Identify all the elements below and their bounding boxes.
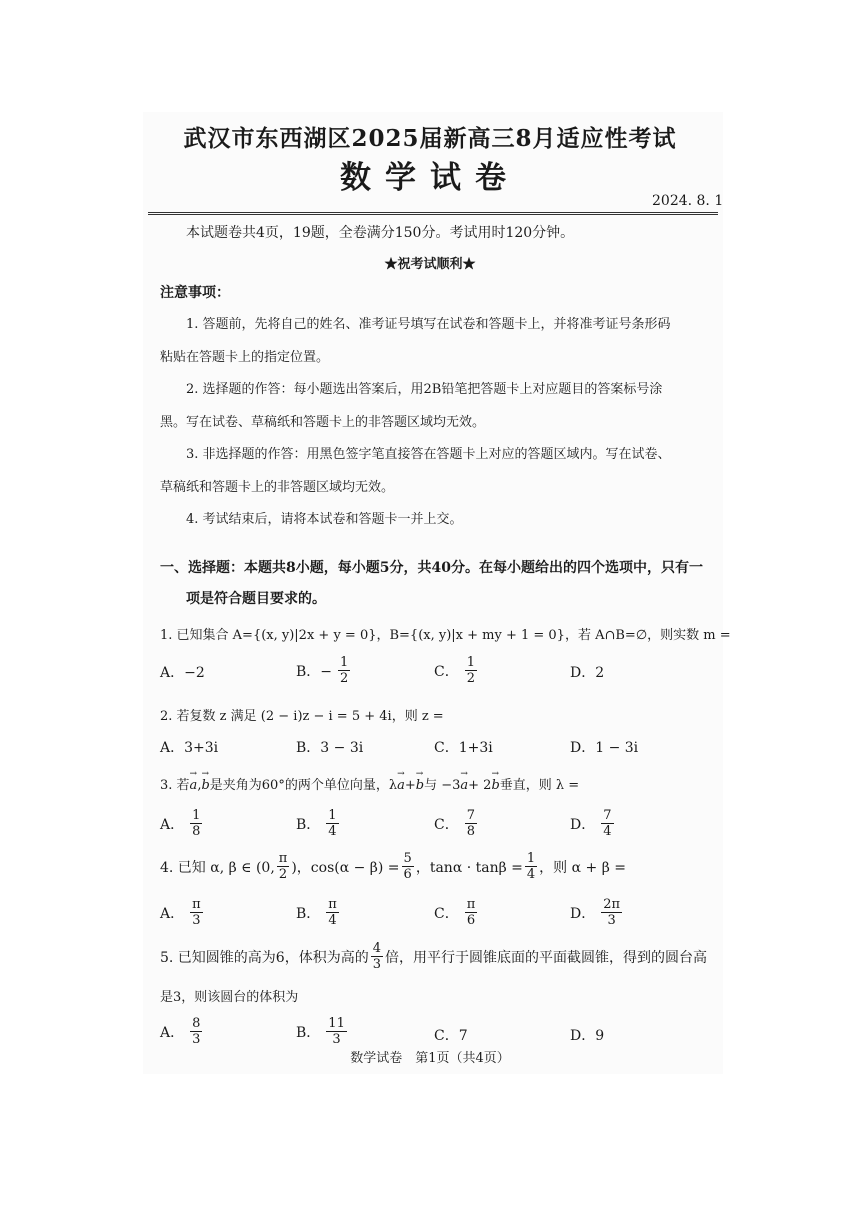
question-1-stem: 1. 已知集合 A={(x, y)|2x + y = 0}，B={(x, y)|x + my + 1 = 0}，若 A∩B=∅，则实数 m = <box>160 628 731 643</box>
q4-option-a <box>160 898 203 927</box>
q3-stem-mid2: 与 −3 <box>424 778 461 793</box>
q5-stem-end: 倍，用平行于圆锥底面的平面截圆锥，得到的圆台高 <box>385 949 707 966</box>
fraction-numerator: 4 <box>372 941 381 956</box>
q3-option-b <box>296 809 339 838</box>
exam-title: 武汉市东西湖区2025届新高三8月适应性考试 <box>183 125 677 152</box>
q4-option-c-fraction <box>465 898 478 927</box>
vector-a: → a <box>190 778 198 793</box>
exam-date: 2024. 8. 1 <box>652 193 724 209</box>
q3-comma: , <box>197 778 202 793</box>
q2-option-c <box>434 737 493 757</box>
q5-fraction <box>371 942 383 971</box>
q4-option-c <box>434 898 477 927</box>
q2-option-b <box>296 737 363 757</box>
fraction-denominator: 4 <box>526 867 536 882</box>
q2-option-b-text: B．3 − 3i <box>296 740 364 756</box>
fraction-denominator: 3 <box>192 913 201 928</box>
question-5-stem <box>160 942 707 971</box>
exam-subject-title: 数学试卷 <box>340 160 520 196</box>
q4-pi-half-fraction <box>277 852 290 881</box>
notice-heading: 注意事项： <box>160 285 230 301</box>
fraction-denominator: 6 <box>403 867 412 882</box>
q5-option-b-label: B． <box>296 1024 321 1041</box>
q3-option-a-label: A． <box>160 816 185 833</box>
fraction-numerator: 2π <box>603 897 621 912</box>
q5-option-a <box>160 1017 202 1046</box>
q5-option-d-text: D．9 <box>570 1028 605 1044</box>
fraction-denominator: 6 <box>466 913 476 928</box>
fraction-denominator: 3 <box>372 957 381 972</box>
q4-option-d-fraction <box>601 898 622 927</box>
fraction-denominator: 4 <box>603 824 612 839</box>
fraction-numerator: 11 <box>328 1016 345 1031</box>
vector-a: → a <box>460 778 468 793</box>
fraction-denominator: 3 <box>332 1032 341 1047</box>
q3-option-d <box>570 809 614 838</box>
q1-option-d <box>570 662 604 682</box>
q1-option-c-fraction <box>465 656 477 685</box>
section-1-heading-cont: 项是符合题目要求的。 <box>186 591 326 607</box>
notice-3-line1: 3. 非选择题的作答：用黑色签字笔直接答在答题卡上对应的答题区域内。写在试卷、 <box>186 447 671 462</box>
q3-stem-end: 垂直，则 λ = <box>499 778 580 793</box>
q5-option-c <box>434 1025 468 1045</box>
fraction-denominator: 2 <box>466 671 475 686</box>
good-luck-banner: ★祝考试顺利★ <box>384 257 476 272</box>
q1-option-a-text: A．−2 <box>160 665 205 681</box>
q4-option-a-label: A． <box>160 905 185 922</box>
fraction-denominator: 8 <box>466 824 475 839</box>
fraction-numerator: 1 <box>192 808 201 823</box>
q5-option-b-fraction <box>326 1017 347 1046</box>
notice-2-line2: 黑。写在试卷、草稿纸和答题卡上的非答题区域均无效。 <box>160 415 486 430</box>
fraction-numerator: 8 <box>192 1016 201 1031</box>
q4-option-c-label: C． <box>434 905 459 922</box>
fraction-denominator: 2 <box>278 867 288 882</box>
q3-option-a-fraction <box>190 809 202 838</box>
q4-option-b-fraction <box>326 898 339 927</box>
header-divider <box>148 212 718 215</box>
q2-option-c-text: C．1+3i <box>434 740 493 756</box>
vector-b: → b <box>201 778 209 793</box>
exam-summary: 本试题卷共4页，19题，全卷满分150分。考试用时120分钟。 <box>186 225 575 241</box>
notice-2-line1: 2. 选择题的作答：每小题选出答案后，用2B铅笔把答题卡上对应题目的答案标号涂 <box>186 382 663 397</box>
q5-option-d <box>570 1025 604 1045</box>
fraction-numerator: 7 <box>466 808 475 823</box>
fraction-numerator: 7 <box>603 808 612 823</box>
q4-stem-end: ，则 α + β = <box>539 859 626 876</box>
q3-stem-pre: 3. 若 <box>160 778 190 793</box>
q2-option-a <box>160 737 218 757</box>
question-4-stem <box>160 852 626 881</box>
q3-stem-mid: 是夹角为60°的两个单位向量，λ <box>209 778 398 793</box>
q3-option-d-label: D． <box>570 816 596 833</box>
q1-option-b-label: B．− <box>296 663 333 680</box>
q1-option-c-label: C． <box>434 663 459 680</box>
q2-option-a-text: A．3+3i <box>160 740 219 756</box>
fraction-numerator: π <box>278 851 288 866</box>
vector-b: → b <box>416 778 424 793</box>
fraction-numerator: π <box>328 897 337 912</box>
fraction-denominator: 8 <box>192 824 201 839</box>
fraction-denominator: 4 <box>328 913 337 928</box>
notice-1-line1: 1. 答题前，先将自己的姓名、准考证号填写在试卷和答题卡上，并将准考证号条形码 <box>186 317 671 332</box>
notice-3-line2: 草稿纸和答题卡上的非答题区域均无效。 <box>160 480 395 495</box>
q1-option-d-text: D．2 <box>570 665 605 681</box>
fraction-denominator: 4 <box>328 824 337 839</box>
page-footer: 数学试卷 第1页（共4页） <box>350 1051 510 1066</box>
fraction-numerator: 1 <box>340 655 349 670</box>
q1-option-b-fraction <box>338 656 350 685</box>
q2-option-d-text: D．1 − 3i <box>570 740 639 756</box>
q4-stem-mid2: ，tanα · tanβ = <box>415 859 523 876</box>
vector-a: → a <box>397 778 405 793</box>
fraction-numerator: π <box>192 897 201 912</box>
q4-tan-fraction <box>525 852 537 881</box>
q3-option-a <box>160 809 202 838</box>
q3-plus: + <box>404 778 416 793</box>
q1-option-a <box>160 662 205 682</box>
q5-stem-pre: 5. 已知圆锥的高为6，体积为高的 <box>160 949 369 966</box>
fraction-numerator: 1 <box>466 655 475 670</box>
q1-option-b <box>296 656 350 685</box>
fraction-numerator: 5 <box>403 851 412 866</box>
q5-option-a-fraction <box>190 1017 202 1046</box>
fraction-denominator: 2 <box>340 671 349 686</box>
q4-option-d <box>570 898 622 927</box>
question-2-stem: 2. 若复数 z 满足 (2 − i)z − i = 5 + 4i，则 z = <box>160 709 444 724</box>
q2-option-d <box>570 737 638 757</box>
q3-option-d-fraction <box>601 809 613 838</box>
notice-1-line2: 粘贴在答题卡上的指定位置。 <box>160 350 330 365</box>
notice-4: 4. 考试结束后，请将本试卷和答题卡一并上交。 <box>186 512 463 527</box>
q5-option-c-text: C．7 <box>434 1028 468 1044</box>
question-3-stem <box>160 774 579 793</box>
fraction-numerator: π <box>466 897 476 912</box>
q3-option-b-fraction <box>326 809 338 838</box>
q3-option-c-fraction <box>465 809 477 838</box>
q4-cos-fraction <box>402 852 414 881</box>
q4-option-d-label: D． <box>570 905 596 922</box>
vector-b: → b <box>491 778 499 793</box>
fraction-denominator: 3 <box>192 1032 201 1047</box>
fraction-numerator: 1 <box>526 851 536 866</box>
fraction-numerator: 1 <box>328 808 337 823</box>
q3-option-c <box>434 809 477 838</box>
q4-stem-mid: )，cos(α − β) = <box>291 859 400 876</box>
q4-option-b-label: B． <box>296 905 321 922</box>
q4-option-b <box>296 898 339 927</box>
q4-stem-pre: 4. 已知 α, β ∈ (0, <box>160 859 275 876</box>
q3-option-b-label: B． <box>296 816 321 833</box>
fraction-denominator: 3 <box>607 913 616 928</box>
q4-option-a-fraction <box>190 898 203 927</box>
q1-option-c <box>434 656 477 685</box>
question-5-stem-cont: 是3，则该圆台的体积为 <box>160 990 299 1005</box>
section-1-heading: 一、选择题：本题共8小题，每小题5分，共40分。在每小题给出的四个选项中，只有一 <box>160 560 703 576</box>
q5-option-a-label: A． <box>160 1024 185 1041</box>
q5-option-b <box>296 1017 347 1046</box>
q3-option-c-label: C． <box>434 816 459 833</box>
q3-plus2: + 2 <box>468 778 492 793</box>
